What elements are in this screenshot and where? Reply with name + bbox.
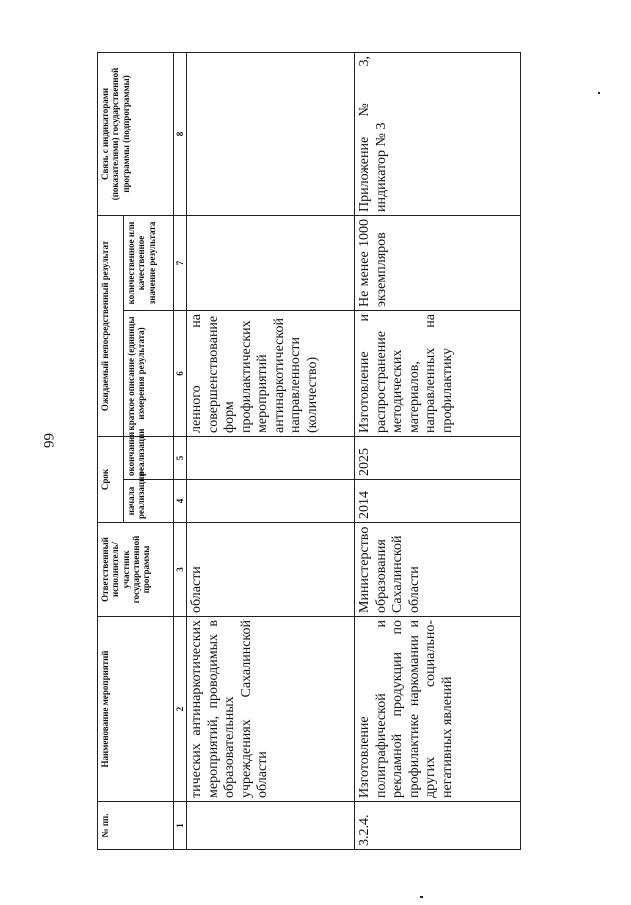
header-result: Ожидаемый непосредственный результат	[98, 215, 124, 436]
page-number: 66	[40, 433, 56, 448]
row-responsible: Министерство образования Сахалинской области	[355, 523, 521, 617]
measures-table	[97, 52, 521, 850]
column-number: 5	[174, 436, 187, 479]
scan-mark	[598, 92, 600, 94]
header-term-start: начала реализации	[124, 480, 174, 523]
row-qty: Не менее 1000 экземпляров	[355, 215, 521, 310]
scan-mark	[420, 896, 423, 898]
row-num	[187, 802, 355, 850]
header-num: № пп.	[98, 802, 174, 850]
column-number: 4	[174, 480, 187, 523]
header-name: Наименование мероприятий	[98, 617, 174, 802]
header-term-end: окончания реализации	[124, 436, 174, 479]
header-result-qty: количественное или качественное значение результата	[124, 215, 174, 310]
row-end: 2025	[355, 436, 521, 479]
column-number: 2	[174, 617, 187, 802]
row-name: Изготовление полиграфической и рекламной продукции по профилактике наркомании и других социально-негативных явлений	[355, 617, 521, 802]
row-responsible: области	[187, 523, 355, 617]
column-number: 1	[174, 802, 187, 850]
row-qty	[187, 215, 355, 310]
row-end	[187, 436, 355, 479]
column-number: 7	[174, 215, 187, 310]
row-link	[187, 52, 355, 215]
header-link: Связь с индикаторами (показателями) государственной программы (подпрограммы)	[98, 52, 174, 215]
row-name: тических антинаркотических мероприятий, проводимых в образовательных учреждениях Сахалинской области	[187, 617, 355, 802]
table-row	[355, 52, 521, 849]
table-row	[187, 52, 355, 849]
column-number: 6	[174, 310, 187, 436]
header-result-desc: краткое описание (единицы измерения результата)	[124, 310, 174, 436]
row-link: Приложение № 3, индикатор № 3	[355, 52, 521, 215]
column-number: 3	[174, 523, 187, 617]
rotated-table-container	[97, 53, 521, 850]
row-desc: Изготовление и распространение методических материалов, направленных на профилактику	[355, 310, 521, 436]
header-responsible: Ответственный исполнитель/ участник государственной программы	[98, 523, 174, 617]
row-desc: ленного на совершенствование форм профилактических мероприятий антинаркотической направленности (количество)	[187, 310, 355, 436]
row-start	[187, 480, 355, 523]
column-number: 8	[174, 52, 187, 215]
row-start: 2014	[355, 480, 521, 523]
header-term: Срок	[98, 436, 124, 522]
row-num: 3.2.4.	[355, 802, 521, 850]
